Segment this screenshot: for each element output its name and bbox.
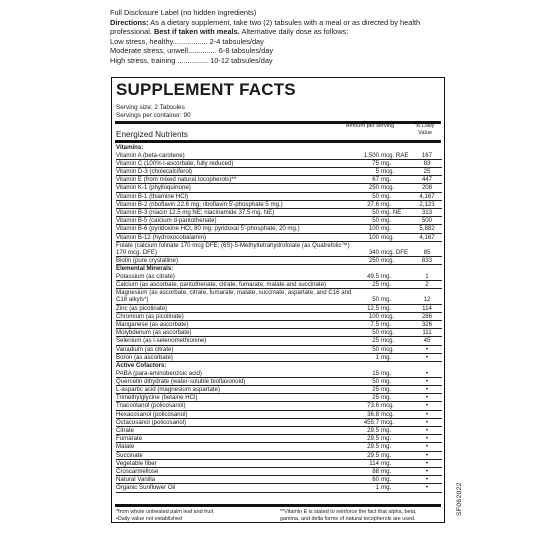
nutrient-name: Malate — [116, 443, 135, 451]
amount-value: 88 — [372, 468, 379, 476]
amount-cell — [354, 386, 412, 393]
amount-value: 340 — [368, 248, 379, 256]
amount-value: 73.6 — [367, 402, 379, 410]
divider — [115, 140, 441, 143]
amount-value: 250 — [368, 184, 379, 192]
nutrient-row — [116, 289, 442, 304]
amount-cell — [354, 337, 412, 344]
section-title: Vitamins: — [116, 144, 144, 151]
amount-cell — [354, 321, 412, 328]
amount-value: 100 — [368, 233, 379, 241]
nutrient-name: Vitamin B-6 (pyridoxine HCl, 80 mg; pyridoxal 5'-phosphate, 20 mg.) — [116, 225, 300, 233]
amount-cell — [354, 234, 412, 241]
directions — [110, 18, 440, 37]
nutrient-row — [116, 419, 442, 427]
footnote-line: gamma, and delta forms of natural tocopherols are used. — [280, 515, 416, 522]
nutrient-name: Vitamin B-5 (calcium d-pantothenate) — [116, 217, 217, 225]
amount-unit: mg. NE — [381, 208, 402, 216]
daily-value: • — [425, 402, 429, 410]
nutrient-name: Biotin (pure crystalline) — [116, 257, 178, 265]
amount-value: 25 — [372, 394, 379, 402]
amount-value: 75 — [372, 159, 379, 167]
amount-value: 50 — [372, 208, 379, 216]
supplement-facts-panel — [111, 77, 445, 523]
nutrient-row — [116, 242, 442, 257]
amount-unit: mg. — [381, 476, 392, 484]
nutrient-row — [116, 176, 442, 184]
nutrient-name: Molybdenum (as ascorbate) — [116, 329, 192, 337]
nutrient-row — [116, 193, 442, 201]
dose-value: 2-4 tabsules/day — [209, 36, 264, 46]
amount-cell — [354, 378, 412, 385]
amount-unit: mg. — [381, 192, 392, 200]
nutrient-name: Triacontanol (policosanol) — [116, 402, 186, 410]
dose-value: 6-8 tabsules/day — [218, 46, 274, 56]
amount-cell — [354, 281, 412, 288]
amount-cell — [354, 370, 412, 377]
amount-unit: mg. — [381, 385, 392, 393]
amount-cell — [354, 217, 412, 224]
amount-value: 50 — [372, 345, 379, 353]
amount-unit: mg. — [381, 176, 392, 184]
amount-value: 29.5 — [367, 443, 379, 451]
daily-value: 2 — [425, 281, 429, 289]
nutrient-row — [116, 209, 442, 217]
daily-value: • — [425, 443, 429, 451]
daily-value: 447 — [421, 176, 433, 184]
daily-value: • — [425, 418, 429, 426]
amount-value: 50 — [372, 296, 379, 304]
nutrient-name: Folate (calcium folinate 170 mcg DFE; (6S)-5-Methyltetrahydrofolate (as Quatrefolic™) 170 mcg. DFE) — [116, 241, 350, 256]
nutrient-row — [116, 386, 442, 394]
daily-value: 167 — [421, 151, 433, 159]
amount-cell — [354, 225, 412, 232]
nutrient-name: Chromium (as picolinate) — [116, 312, 184, 320]
amount-cell — [354, 468, 412, 475]
daily-value: 2,123 — [419, 200, 435, 208]
amount-unit: mcg. — [381, 329, 395, 337]
amount-unit: mg. — [381, 484, 392, 492]
nutrient-name: Vitamin A (beta-carotene) — [116, 151, 185, 159]
daily-value: • — [425, 377, 429, 385]
amount-unit: mg. — [381, 435, 392, 443]
amount-cell — [354, 452, 412, 459]
daily-value: • — [425, 427, 429, 434]
nutrient-name: Succinate — [116, 451, 143, 459]
amount-value: 27.6 — [367, 200, 379, 208]
amount-unit: mg. — [381, 159, 392, 167]
amount-value: 1 — [375, 353, 379, 361]
amount-cell — [354, 402, 412, 409]
amount-cell — [354, 419, 412, 426]
column-header-name: Energized Nutrients — [116, 130, 188, 139]
nutrient-name: Calcium (as ascorbate, pantothenate, citrate, fumarate, malate and succinate) — [116, 281, 327, 289]
amount-value: 50 — [372, 329, 379, 337]
nutrient-row — [116, 273, 442, 281]
daily-value: 500 — [421, 217, 433, 225]
amount-cell — [354, 484, 412, 491]
amount-unit: mcg. — [381, 312, 395, 320]
amount-cell — [354, 476, 412, 483]
amount-unit: mg. — [381, 377, 392, 385]
amount-unit: mcg. — [381, 345, 395, 353]
amount-value: 29.5 — [367, 451, 379, 459]
amount-cell — [354, 273, 412, 280]
amount-value: 25 — [372, 281, 379, 289]
nutrient-row — [116, 217, 442, 225]
daily-value: • — [425, 468, 429, 476]
nutrient-name: Quercetin dihydrate (water-soluble bioflavonoid) — [116, 377, 246, 385]
amount-value: 67 — [372, 176, 379, 184]
nutrient-row — [116, 321, 442, 329]
amount-unit: mg. — [381, 281, 392, 289]
footnote-line: •Daily value not established — [116, 515, 183, 522]
nutrient-row — [116, 168, 442, 176]
amount-value: 15 — [372, 369, 379, 377]
amount-unit: mcg. DFE — [381, 248, 409, 256]
footnote-line: **Vitamin E is stated to reinforce the fact that alpha, beta, — [280, 509, 417, 515]
dose-row — [110, 37, 440, 47]
amount-cell — [354, 411, 412, 418]
daily-value: 111 — [422, 329, 432, 337]
nutrient-name: Manganese (as ascorbate) — [116, 321, 189, 329]
amount-cell — [354, 257, 412, 264]
nutrient-name: Magnesium (as ascorbate, citrate, fumarate, malate, succinate, aspartate, and C16 and C18 alkyls*) — [116, 289, 352, 304]
amount-unit: mg. — [381, 225, 392, 233]
nutrient-name: Vegetable fiber — [116, 459, 157, 467]
nutrient-row — [116, 484, 442, 492]
best-with-meals: Best if taken with meals. — [153, 27, 240, 37]
amount-unit: mg. — [381, 443, 392, 451]
nutrient-name: Hexacosanol (policosanol) — [116, 410, 188, 418]
nutrient-row — [116, 281, 442, 289]
daily-value: • — [425, 476, 429, 484]
daily-value: 286 — [421, 312, 433, 320]
amount-unit: mg. — [381, 427, 392, 434]
nutrient-row — [116, 305, 442, 313]
footnote-left — [116, 509, 213, 523]
amount-value: 25 — [372, 337, 379, 345]
daily-value: • — [425, 394, 429, 402]
nutrient-row — [116, 346, 442, 354]
amount-unit: mcg. — [381, 184, 395, 192]
dose-value: 10-12 tabsules/day — [210, 55, 273, 65]
amount-unit: mg. — [381, 296, 392, 304]
disclosure-line: Full Disclosure Label (no hidden ingredients) — [110, 8, 257, 17]
amount-value: 29.5 — [367, 435, 379, 443]
nutrient-name: Vitamin B-3 (niacin 12.5 mg NE; niacinamide 37.5 mg. NE) — [116, 208, 275, 216]
amount-value: 50 — [372, 377, 379, 385]
nutrient-name: PABA (para-aminobenzoic acid) — [116, 369, 202, 377]
nutrient-name: Selenium (as l-selenomethionine) — [116, 337, 207, 345]
nutrient-row — [116, 337, 442, 345]
daily-value: 5,882 — [419, 225, 435, 233]
amount-cell — [354, 394, 412, 401]
amount-unit: mg. — [381, 451, 392, 459]
daily-value: 83 — [423, 159, 431, 167]
amount-value: 60 — [372, 476, 379, 484]
nutrient-row — [116, 152, 442, 160]
directions-text: As a dietary supplement, take two (2) tabsules with a meal or as directed by health professional. — [110, 17, 421, 37]
dose-label: Low stress, healthy................. — [110, 36, 208, 46]
amount-unit: mcg. — [381, 167, 395, 175]
nutrient-row — [116, 201, 442, 209]
column-header-daily-value: % Daily Value — [415, 123, 435, 136]
nutrient-name: Croscarmellose — [116, 468, 159, 476]
footnote-line: *from whole untreated palm leaf and fruit — [116, 509, 214, 515]
footnote-right — [280, 509, 417, 523]
nutrient-row — [116, 411, 442, 419]
nutrient-name: Fumarate — [116, 435, 143, 443]
daily-value: 833 — [421, 257, 433, 265]
amount-value: 1 — [375, 484, 379, 492]
amount-unit: mcg. — [381, 233, 395, 241]
nutrient-name: Potassium (as citrate) — [116, 272, 175, 280]
amount-unit: mg. — [381, 394, 392, 402]
amount-cell — [354, 329, 412, 336]
intro-block — [110, 8, 440, 66]
amount-value: 25 — [372, 385, 379, 393]
daily-value: 1 — [425, 272, 429, 280]
amount-cell — [354, 160, 412, 167]
dose-row — [110, 46, 440, 56]
amount-unit: mcg. — [381, 418, 395, 426]
daily-value: • — [425, 451, 429, 459]
nutrient-name: Vitamin B-2 (riboflavin 22.6 mg; riboflavin 5'-phosphate 5 mg.) — [116, 200, 283, 208]
amount-unit: mcg. — [381, 257, 395, 265]
section-title: Elemental Minerals: — [116, 265, 174, 273]
section-title: Active Cofactors: — [116, 362, 167, 370]
nutrient-row — [116, 443, 442, 451]
daily-value: • — [425, 345, 429, 353]
amount-cell — [354, 209, 412, 216]
daily-value: • — [425, 385, 429, 393]
daily-value: 313 — [421, 208, 433, 216]
daily-value: 114 — [422, 304, 432, 312]
amount-unit: mg. — [381, 217, 392, 225]
nutrient-row — [116, 257, 442, 265]
amount-value: 100 — [368, 312, 379, 320]
nutrient-row — [116, 234, 442, 242]
amount-cell — [354, 305, 412, 312]
daily-value: • — [425, 410, 429, 418]
nutrient-row — [116, 452, 442, 460]
amount-cell — [354, 176, 412, 183]
nutrient-row — [116, 354, 442, 362]
amount-value: 7.5 — [370, 321, 379, 329]
serving-size: Serving size: 2 Tabsules — [116, 104, 185, 111]
daily-value: • — [425, 369, 429, 377]
label-code: SF062022 — [456, 482, 463, 516]
nutrient-table — [116, 144, 442, 493]
amount-unit: mcg. — [381, 337, 395, 345]
nutrient-row — [116, 476, 442, 484]
nutrient-name: Vitamin E (from mixed natural tocopherols)** — [116, 176, 237, 184]
nutrient-row — [116, 378, 442, 386]
amount-unit: mcg. — [381, 410, 395, 418]
amount-unit: mg. — [381, 369, 392, 377]
daily-value: • — [425, 484, 429, 492]
nutrient-name: Citrate — [116, 427, 134, 434]
amount-unit: mg. — [381, 272, 392, 280]
amount-cell — [354, 193, 412, 200]
daily-value: 4,167 — [419, 233, 435, 241]
nutrient-name: Boron (as ascorbate) — [116, 353, 173, 361]
nutrient-name: Vitamin C (100% l-ascorbate, fully reduced) — [116, 159, 234, 167]
amount-value: 50 — [372, 217, 379, 225]
amount-cell — [354, 249, 412, 256]
amount-value: 1,500 — [363, 151, 379, 159]
amount-cell — [354, 296, 412, 303]
amount-value: 455.7 — [363, 418, 379, 426]
amount-unit: mg. — [381, 200, 392, 208]
amount-value: 114 — [369, 459, 379, 467]
serving-info — [116, 104, 191, 119]
daily-value: • — [425, 459, 429, 467]
amount-unit: mcg. — [381, 402, 395, 410]
nutrient-name: Trimethylglycine (betaine HCl) — [116, 394, 198, 402]
nutrient-row — [116, 394, 442, 402]
amount-cell — [354, 354, 412, 361]
amount-cell — [354, 152, 412, 159]
nutrient-name: Vitamin B-12 (hydroxocobalamin) — [116, 233, 206, 241]
daily-value: 326 — [421, 321, 433, 329]
daily-value: 12 — [423, 296, 431, 304]
amount-unit: mg. — [381, 304, 392, 312]
nutrient-name: Vitamin K-1 (phylloquinone) — [116, 184, 191, 192]
nutrient-name: Vitamin D-3 (cholecalciferol) — [116, 167, 193, 175]
nutrient-row — [116, 184, 442, 192]
nutrient-name: Zinc (as picolinate) — [116, 304, 168, 312]
nutrient-name: Octacosanol (policosanol) — [116, 418, 187, 426]
amount-unit: mcg. RAE — [381, 151, 409, 159]
divider — [115, 504, 441, 507]
daily-value: 208 — [421, 184, 433, 192]
servings-per-container: Servings per container: 90 — [116, 111, 191, 119]
nutrient-row — [116, 402, 442, 410]
amount-cell — [354, 201, 412, 208]
amount-cell — [354, 184, 412, 191]
amount-value: 100 — [368, 225, 379, 233]
amount-unit: mg. — [381, 321, 392, 329]
amount-unit: mg. — [381, 353, 392, 361]
amount-unit: mg. — [381, 468, 392, 476]
nutrient-row — [116, 435, 442, 443]
column-header-amount: Amount per serving — [345, 123, 395, 129]
daily-value: 45 — [423, 337, 431, 345]
amount-cell — [354, 435, 412, 442]
daily-value: • — [425, 353, 429, 361]
nutrient-row — [116, 468, 442, 476]
amount-value: 29.5 — [367, 427, 379, 434]
daily-value: • — [425, 435, 429, 443]
dose-label: Moderate stress, unwell.............. — [110, 46, 217, 56]
panel-title: SUPPLEMENT FACTS — [116, 80, 296, 99]
amount-value: 50 — [372, 192, 379, 200]
nutrient-row — [116, 225, 442, 233]
dose-row — [110, 56, 440, 66]
amount-cell — [354, 443, 412, 450]
nutrient-row — [116, 329, 442, 337]
amount-value: 12.5 — [367, 304, 379, 312]
dose-label: High stress, training ............... — [110, 55, 209, 65]
amount-value: 49.5 — [367, 272, 379, 280]
nutrient-row — [116, 460, 442, 468]
amount-unit: mg. — [381, 459, 392, 467]
daily-value: 4,167 — [419, 192, 435, 200]
nutrient-row — [116, 370, 442, 378]
nutrient-name: Organic Sunflower Oil — [116, 484, 176, 492]
directions-label: Directions: — [110, 17, 149, 27]
nutrient-row — [116, 313, 442, 321]
amount-value: 5 — [375, 167, 379, 175]
nutrient-name: Vitamin B-1 (thiamine HCl) — [116, 192, 189, 200]
dose-list — [110, 37, 440, 66]
amount-cell — [354, 427, 412, 434]
amount-cell — [354, 168, 412, 175]
daily-value: 25 — [423, 167, 431, 175]
daily-value: 85 — [423, 248, 431, 256]
amount-cell — [354, 346, 412, 353]
nutrient-name: Natural Vanilla — [116, 476, 156, 484]
amount-value: 250 — [368, 257, 379, 265]
amount-cell — [354, 313, 412, 320]
nutrient-row — [116, 427, 442, 435]
amount-cell — [354, 460, 412, 467]
alternative-dose-text: Alternative daily dose as follows: — [241, 27, 349, 37]
nutrient-row — [116, 160, 442, 168]
nutrient-name: Vanadium (as citrate) — [116, 345, 174, 353]
nutrient-name: L-aspartic acid (magnesium aspartate) — [116, 385, 220, 393]
amount-value: 36.8 — [367, 410, 379, 418]
